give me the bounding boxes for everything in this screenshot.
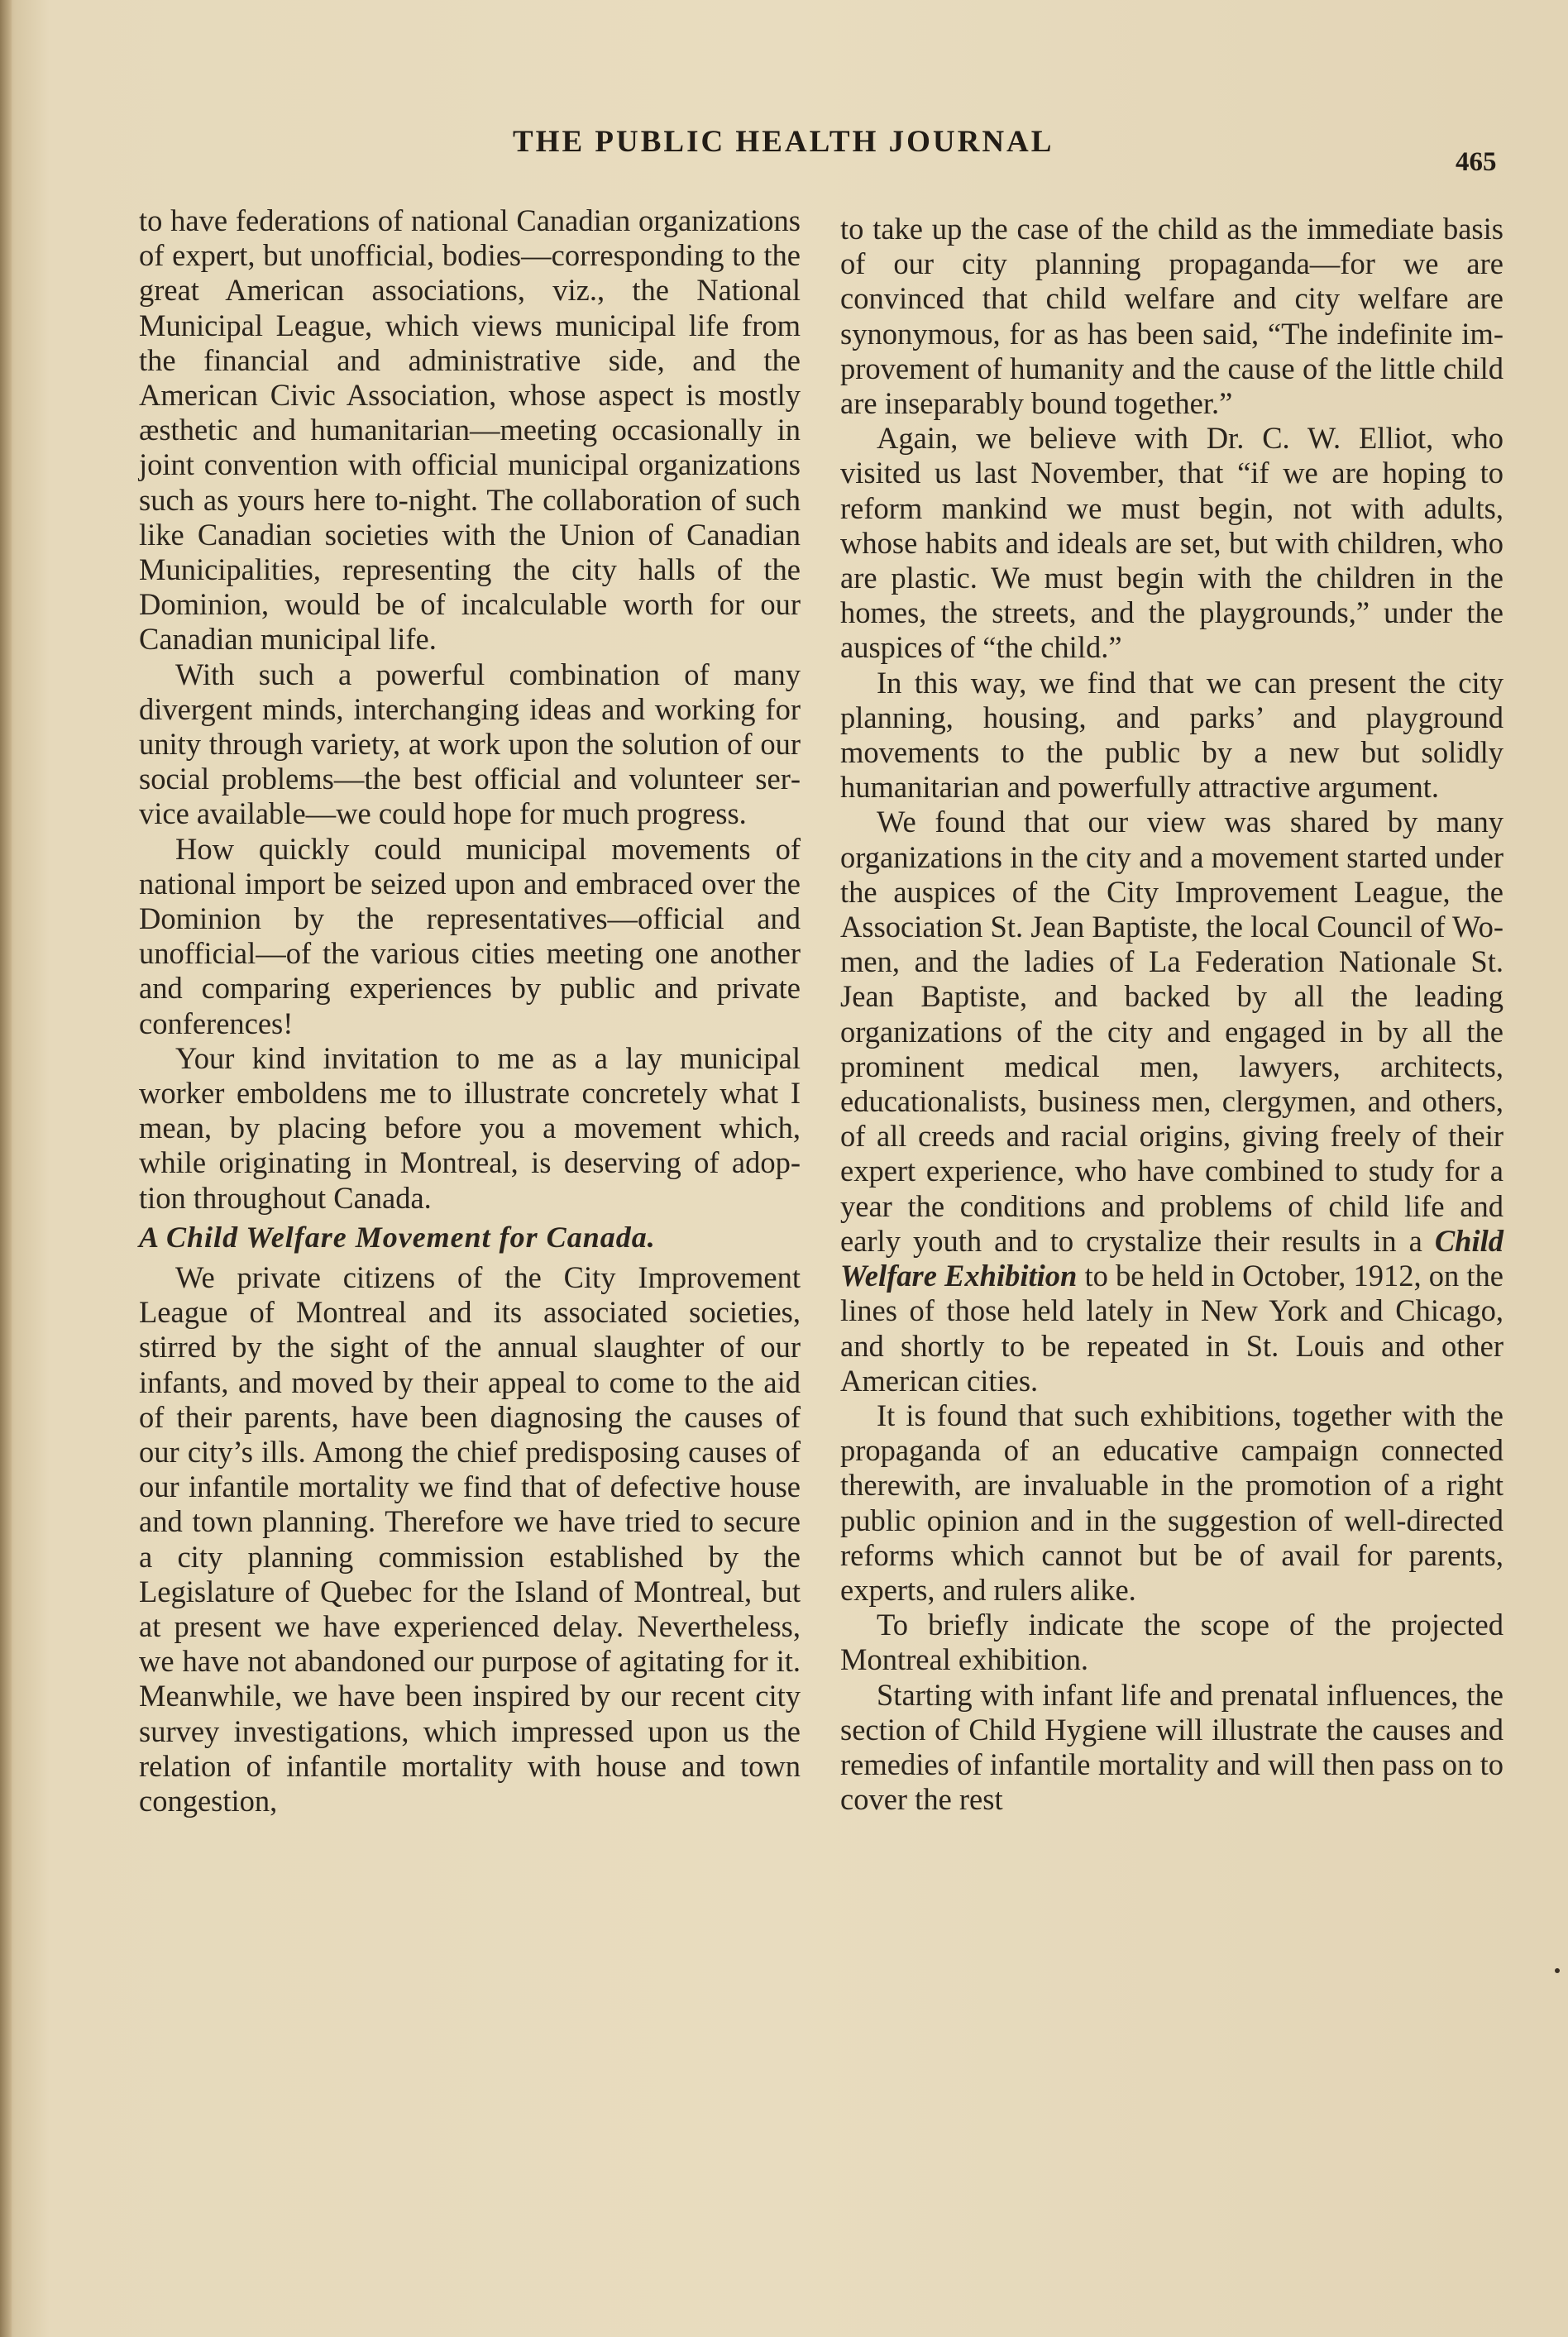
paragraph: How quickly could municipal movements of national import be seized upon and embraced over the Dominion by the representatives—official and unofficial—of the various cities meeting one another and comparing experiences by public and private conferences! (139, 831, 801, 1040)
paragraph: It is found that such exhibitions, together with the propaganda of an educative campaign connected therewith, are invaluable in the promotion of a right public opinion and in the suggestion of well-directed reforms which cannot but be of avail for parents, experts, and rulers alike. (840, 1398, 1503, 1607)
paragraph-text: We found that our view was shared by many organizations in the city and a movement started under the auspices of the City Improvement League, the Association St. Jean Baptiste, the local Council of Women, and the ladies of La Federation Nationale St. Jean Baptiste, and backed by all the leading organizations of the city and engaged in by all the prominent medical men, lawyers, architects, educationalists, business men, clergymen, and others, of all creeds and racial origins, giving freely of their expert experience, who have combined to study for a year the conditions and problems of child life and early youth and to crystalize their results in a (840, 805, 1503, 1258)
page-header (0, 124, 1568, 177)
paragraph: to have federations of national Canadian organizations of expert, but unofficial, bodies—corresponding to the great American associations, viz., the National Municipal League, which views municipal life from the financial and administrative side, and the American Civic Association, whose aspect is mostly æsthetic and humanitarian—meeting occasionally in joint convention with official municipal organizations such as yours here to-night. The collaboration of such like Canadian societies with the Union of Canadian Municipalities, representing the city halls of the Dominion, would be of incalculable worth for our Canadian municipal life. (139, 203, 801, 657)
exhibition-title: Child Welfare Exhibition (840, 1223, 1503, 1293)
paragraph (840, 805, 1503, 1398)
paragraph: Again, we believe with Dr. C. W. Elliot, who visited us last November, that “if we are hoping to reform mankind we must begin, not with adults, whose habits and ideals are set, but with children, who are plastic. We must begin with the children in the homes, the streets, and the playgrounds,” under the auspices of “the child.” (840, 421, 1503, 665)
paragraph: to take up the case of the child as the immediate basis of our city planning propaganda—for we are convinced that child welfare and city welfare are synonymous, for as has been said, “The indefinite improvement of humanity and the cause of the little child are inseparably bound together.” (840, 212, 1503, 421)
left-column (139, 203, 801, 1818)
paragraph: We private citizens of the City Improvement League of Montreal and its associated societies, stirred by the sight of the annual slaughter of our infants, and moved by their appeal to come to the aid of their parents, have been diagnosing the causes of our city’s ills. Among the chief predisposing causes of our infantile mortality we find that of defective house and town planning. Therefore we have tried to secure a city planning commission established by the Legislature of Quebec for the Island of Montreal, but at present we have experienced delay. Nevertheless, we have not abandoned our purpose of agitating for it. Meanwhile, we have been inspired by our recent city survey investigations, which impressed upon us the relation of infantile mortality with house and town congestion, (139, 1259, 801, 1818)
print-speck (1555, 1968, 1560, 1973)
running-title: THE PUBLIC HEALTH JOURNAL (513, 125, 1054, 159)
page-number: 465 (1456, 147, 1497, 177)
right-column (840, 212, 1503, 1817)
paragraph: With such a powerful combination of many divergent minds, interchanging ideas and working for unity through variety, at work upon the solution of our social problems—the best official and volunteer service available—we could hope for much progress. (139, 657, 801, 831)
section-heading: A Child Welfare Movement for Canada. (139, 1220, 656, 1254)
paragraph: Starting with infant life and prenatal influences, the section of Child Hygiene will illustrate the causes and remedies of infantile mortality and will then pass on to cover the rest (840, 1677, 1503, 1817)
book-spine-shadow (0, 0, 12, 2337)
paragraph: In this way, we find that we can present the city planning, housing, and parks’ and playground movements to the public by a new but solidly humanitarian and powerfully attractive argument. (840, 665, 1503, 805)
paragraph: Your kind invitation to me as a lay municipal worker emboldens me to illustrate concretely what I mean, by placing before you a movement which, while originating in Montreal, is deserving of adoption throughout Canada. (139, 1040, 801, 1215)
paragraph: To briefly indicate the scope of the projected Montreal exhibition. (840, 1608, 1503, 1677)
paragraph-text: to be held in October, 1912, on the lines of those held lately in New York and Chicago, and shortly to be repeated in St. Louis and other American cities. (840, 1259, 1504, 1398)
